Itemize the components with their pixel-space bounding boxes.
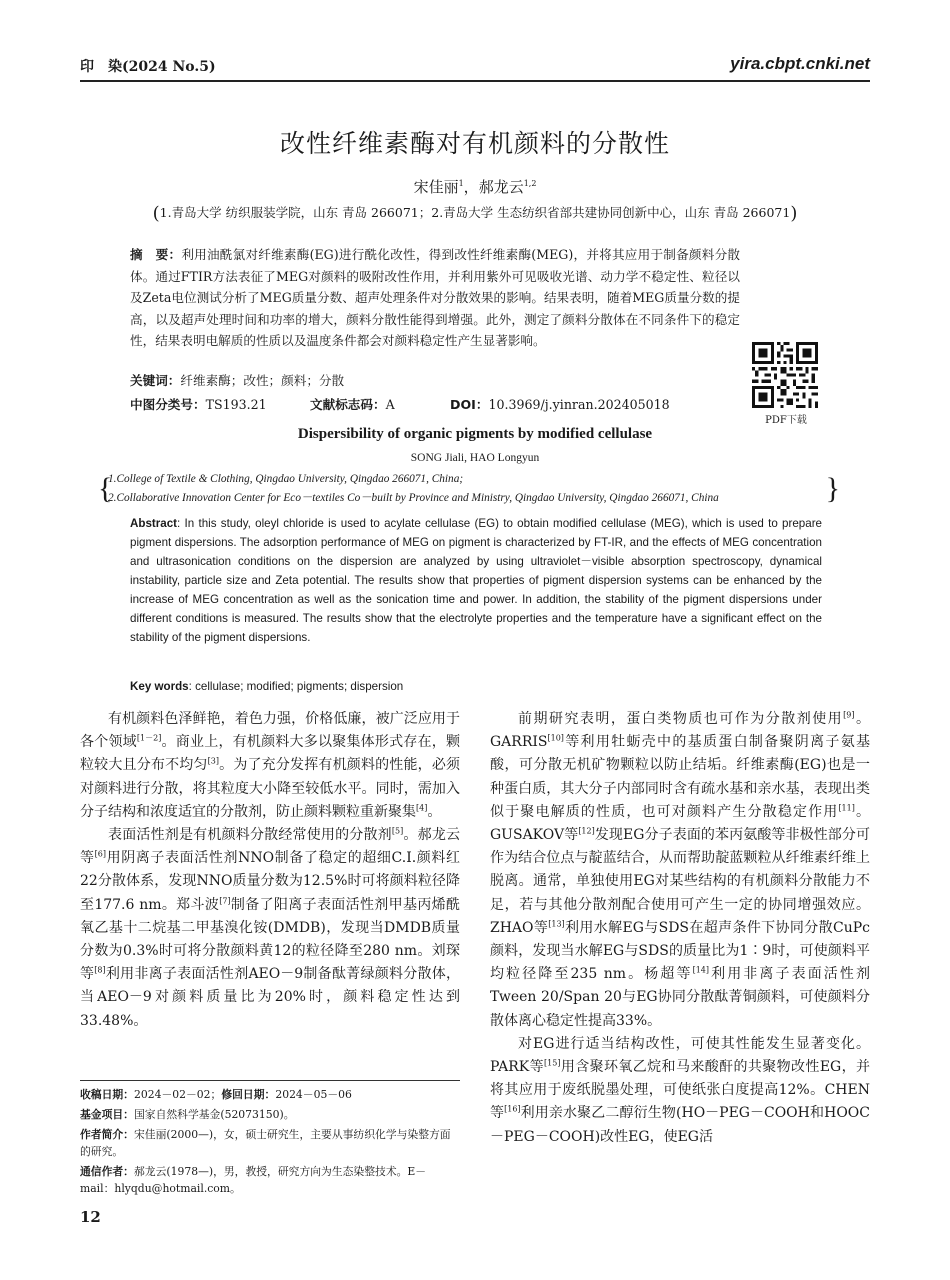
citation-ref[interactable]: [12] [578, 826, 595, 836]
abstract-cn-text: 利用油酰氯对纤维素酶(EG)进行酰化改性，得到改性纤维素酶(MEG)，并将其应用于制备颜料分散体。通过FTIR方法表征了MEG对颜料的吸附改性作用，并利用紫外可见吸收光谱、动力学不稳定性、粒径以及Zeta电位测试分析了MEG质量分数、超声处理条件对分散效果的影响。结果表明，随着MEG质量分数的提高，以及超声处理时间和功率的增大，颜料分散性能得到增强。此外，测定了颜料分散体在不同条件下的稳定性，结果表明电解质的性质以及温度条件都会对颜料稳定性产生显著影响。 [130, 247, 740, 348]
author-1-sup: 1 [458, 179, 464, 188]
affiliation-en-2: 2.Collaborative Innovation Center for Eco－textiles Co－built by Province and Ministry, Qingdao University, Qingdao 266071, China [108, 492, 719, 504]
doc-code-label: 文献标志码： [310, 397, 386, 412]
footnote-divider [80, 1080, 460, 1081]
citation-ref[interactable]: [13] [548, 919, 565, 929]
author-2-sup: 1,2 [523, 179, 537, 188]
journal-website[interactable]: yira.cbpt.cnki.net [730, 54, 870, 73]
journal-issue: 印 染(2024 No.5) [80, 59, 216, 75]
citation-ref[interactable]: [8] [94, 965, 106, 975]
citation-ref[interactable]: [7] [219, 895, 231, 905]
footnote-author: 作者简介：宋佳丽(2000—)，女，硕士研究生，主要从事纺织化学与染整方面的研究。 [80, 1128, 451, 1158]
footnote-corresponding: 通信作者：郝龙云(1978—)，男，教授，研究方向为生态染整技术。E－mail：hlyqdu@hotmail.com。 [80, 1165, 427, 1195]
authors-en: SONG Jiali, HAO Longyun [410, 452, 540, 464]
citation-ref[interactable]: [14] [692, 965, 709, 975]
page-number: 12 [80, 1208, 101, 1226]
citation-ref[interactable]: [11] [838, 803, 855, 813]
affiliation-en-1: 1.College of Textile & Clothing, Qingdao University, Qingdao 266071, China; [108, 473, 464, 485]
body-paragraph: 对EG进行适当结构改性，可使其性能发生显著变化。PARK等[15]用含聚环氧乙烷和马来酸酐的共聚物改性EG，并将其应用于废纸脱墨处理，可使纸张白度提高12%。CHEN等[16]利用亲水聚乙二醇衍生物(HO－PEG－COOH和HOOC－PEG－COOH)改性EG，使EG活 [490, 1035, 871, 1145]
body-paragraph: 有机颜料色泽鲜艳，着色力强，价格低廉，被广泛应用于各个领域[1－2]。商业上，有机颜料大多以聚集体形式存在，颗粒较大且分布不均匀[3]。为了充分发挥有机颜料的性能，必须对颜料进行分散，将其粒度大小降至较低水平。同时，需加入分子结构和浓度适宜的分散剂，防止颜料颗粒重新聚集[4]。 [80, 711, 461, 820]
citation-ref[interactable]: [9] [843, 710, 855, 720]
author-1: 宋佳丽 [413, 178, 459, 196]
citation-ref[interactable]: [3] [207, 756, 219, 766]
abstract-en-text: : In this study, oleyl chloride is used to acylate cellulase (EG) to obtain modified cellulase (MEG), which is used to prepare pigment dispersions. The adsorption performance of MEG on pigment is characterized by FT-IR, and the effects of MEG concentration and ultrasonication conditions on the dispersion are analyzed by using ultraviolet－visible absorption spectroscopy, dynamical instability, particle size and Zeta potential. The results show that properties of pigment dispersion systems can be enhanced by the increase of MEG concentration as well as the sonication time and power. In addition, the stability of the pigment dispersions under different conditions is measured. The results show that the electrolyte properties and the temperature have a significant effect on the stability of the pigment dispersions. [130, 517, 822, 644]
citation-ref[interactable]: [16] [504, 1104, 521, 1114]
abstract-en [130, 514, 822, 647]
article-title-cn: 改性纤维素酶对有机颜料的分散性 [279, 129, 670, 158]
abstract-cn-label: 摘 要： [130, 247, 182, 262]
qr-download-label[interactable]: PDF下载 [765, 415, 807, 426]
keywords-en [130, 680, 403, 693]
citation-ref[interactable]: [15] [544, 1058, 561, 1068]
citation-ref[interactable]: [1－2] [136, 733, 162, 743]
classification-row [130, 394, 750, 413]
article-title-en: Dispersibility of organic pigments by modified cellulase [297, 426, 653, 442]
footnote-dates: 收稿日期：2024－02－02；修回日期：2024－05－06 [80, 1088, 352, 1101]
body-column-right [490, 708, 870, 1149]
authors-cn [80, 176, 870, 197]
body-column-left [80, 708, 460, 1033]
citation-ref[interactable]: [10] [547, 733, 564, 743]
doi-value[interactable]: 10.3969/j.yinran.202405018 [488, 397, 670, 412]
citation-ref[interactable]: [4] [416, 803, 428, 813]
body-paragraph: 前期研究表明，蛋白类物质也可作为分散剂使用[9]。GARRIS[10]等利用牡蛎壳中的基质蛋白制备聚阴离子氨基酸，可分散无机矿物颗粒以防止结垢。纤维素酶(EG)也是一种蛋白质，其大分子内部同时含有疏水基和亲水基，表现出类似于聚电解质的性质，也可对颜料产生分散稳定作用[11]。GUSAKOV等[12]发现EG分子表面的苯丙氨酸等非极性部分可作为结合位点与靛蓝结合，从而帮助靛蓝颗粒从纤维素纤维上脱离。通常，单独使用EG对某些结构的有机颜料分散能力不足，若与其他分散剂配合使用可产生一定的协同增强效应。ZHAO等[13]利用水解EG与SDS在超声条件下协同分散CuPc颜料，发现当水解EG与SDS的质量比为1∶9时，可使颜料平均粒径降至235 nm。杨超等[14]利用非离子表面活性剂Tween 20/Span 20与EG协同分散酞菁铜颜料，可使颜料分散体离心稳定性提高33%。 [490, 710, 871, 1029]
doc-code-value: A [385, 397, 395, 412]
abstract-en-label: Abstract [130, 517, 178, 530]
affiliations-cn-text: 1.青岛大学 纺织服装学院，山东 青岛 266071；2.青岛大学 生态纺织省部共建协同创新中心，山东 青岛 266071 [159, 205, 791, 220]
citation-ref[interactable]: [6] [94, 849, 106, 859]
doi-label: DOI： [450, 397, 489, 412]
header-divider [80, 80, 870, 82]
keywords-en-text: : cellulase; modified; pigments; dispersion [188, 680, 404, 693]
clc-value: TS193.21 [205, 397, 267, 412]
author-2: 郝龙云 [478, 178, 524, 196]
keywords-cn [130, 370, 344, 389]
body-paragraph: 表面活性剂是有机颜料分散经常使用的分散剂[5]。郝龙云等[6]用阴离子表面活性剂NNO制备了稳定的超细C.I.颜料红22分散体系，发现NNO质量分数为12.5%时可将颜料粒径降至177.6 nm。郑斗波[7]制备了阳离子表面活性剂甲基丙烯酰氧乙基十二烷基二甲基溴化铵(DMDB)，发现当DMDB质量分数为0.3%时可将分散颜料黄12的粒径降至280 nm。刘琛等[8]利用非离子表面活性剂AEO－9制备酞菁绿颜料分散体，当AEO－9对颜料质量比为20%时，颜料稳定性达到33.48%。 [80, 826, 461, 1029]
affiliations-cn: (1.青岛大学 纺织服装学院，山东 青岛 266071；2.青岛大学 生态纺织省部共建协同创新中心，山东 青岛 266071) [152, 203, 798, 224]
keywords-en-label: Key words [130, 680, 189, 693]
abstract-cn [130, 244, 822, 352]
clc-label: 中图分类号： [130, 397, 206, 412]
affiliations-en: { 1.College of Textile & Clothing, Qingdao University, Qingdao 266071, China; 2.Collaborative Innovation Center for Eco－textiles Co－built by Province and Ministry, Qingdao University, Qingdao 266071, China } [108, 470, 838, 508]
keywords-cn-text: 纤维素酶；改性；颜料；分散 [180, 373, 345, 388]
qr-code-icon[interactable] [752, 342, 818, 408]
author-separator: ， [463, 178, 479, 196]
footnote-fund: 基金项目：国家自然科学基金(52073150)。 [80, 1108, 295, 1121]
citation-ref[interactable]: [5] [391, 826, 404, 836]
footnotes [80, 1086, 460, 1200]
keywords-cn-label: 关键词： [130, 373, 181, 388]
